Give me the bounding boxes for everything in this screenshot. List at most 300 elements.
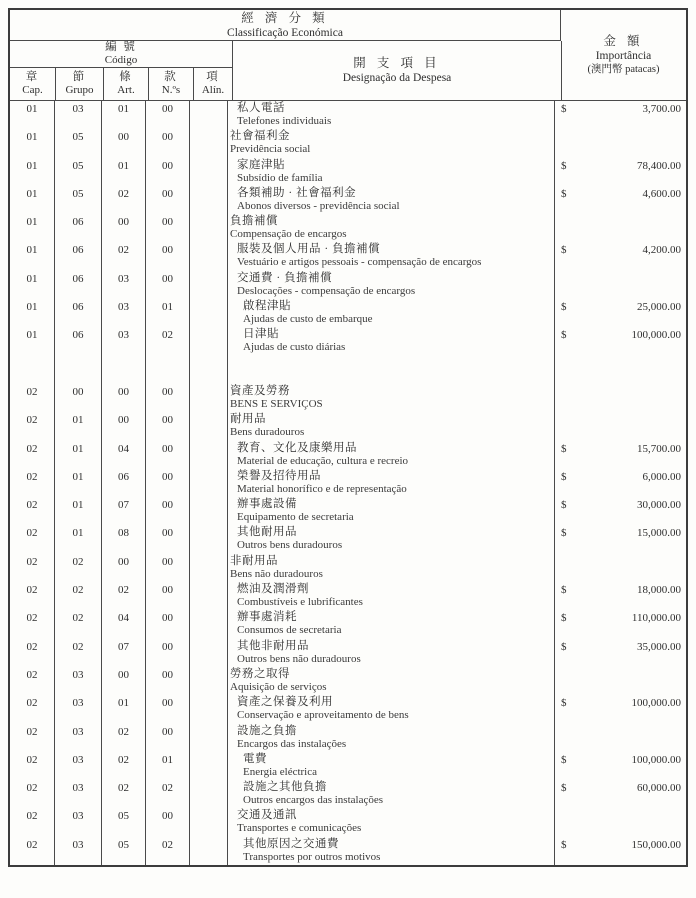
code-n-cell: 00 — [146, 610, 190, 638]
table-row — [10, 327, 686, 355]
code-n-cell: 00 — [146, 469, 190, 497]
designation-zh: 耐用品 — [230, 413, 266, 426]
code-alin-cell — [190, 327, 228, 355]
code-grupo-cell: 01 — [55, 412, 102, 440]
amount-cell — [555, 129, 686, 157]
currency-symbol: $ — [561, 301, 567, 314]
header-col-art — [104, 68, 149, 100]
header-code-pt: Código — [104, 54, 138, 66]
code-cap-cell: 01 — [10, 129, 55, 157]
amount-value: 15,700.00 — [637, 442, 681, 455]
designation-zh: 各類補助 · 社會福利金 — [237, 186, 357, 199]
table-row — [10, 497, 686, 525]
designation-cell — [228, 497, 555, 525]
designation-cell — [228, 242, 555, 270]
code-art-cell: 04 — [102, 610, 146, 638]
code-cap-cell: 02 — [10, 724, 55, 752]
header-title-pt: Classificação Económica — [227, 26, 343, 39]
code-cap-cell: 01 — [10, 214, 55, 242]
amount-cell — [555, 724, 686, 752]
code-grupo-cell: 02 — [55, 554, 102, 582]
code-n-cell: 01 — [146, 752, 190, 780]
header-col-alin — [194, 68, 232, 100]
designation-cell — [228, 667, 555, 695]
amount-value: 100,000.00 — [631, 697, 681, 710]
code-n-cell: 02 — [146, 837, 190, 865]
designation-pt: Conservação e aproveitamento de bens — [237, 709, 409, 722]
designation-cell — [228, 639, 555, 667]
designation-zh: 交通及通訊 — [237, 809, 297, 822]
amount-cell — [555, 299, 686, 327]
header-col-cap — [10, 68, 56, 100]
code-alin-cell — [190, 384, 228, 412]
code-cap-cell: 02 — [10, 639, 55, 667]
code-art-cell: 02 — [102, 242, 146, 270]
code-grupo-cell: 06 — [55, 327, 102, 355]
code-art-cell: 00 — [102, 412, 146, 440]
table-row — [10, 752, 686, 780]
designation-zh: 非耐用品 — [230, 554, 278, 567]
currency-symbol: $ — [561, 499, 567, 512]
code-alin-cell — [190, 271, 228, 299]
currency-symbol: $ — [561, 442, 567, 455]
amount-cell — [555, 441, 686, 469]
amount-cell — [555, 412, 686, 440]
code-alin-cell — [190, 582, 228, 610]
code-grupo-cell: 05 — [55, 129, 102, 157]
currency-symbol: $ — [561, 159, 567, 172]
amount-value: 60,000.00 — [637, 782, 681, 795]
table-row — [10, 554, 686, 582]
code-grupo-cell: 03 — [55, 667, 102, 695]
code-n-cell: 00 — [146, 554, 190, 582]
designation-pt: Compensação de encargos — [230, 228, 347, 241]
designation-zh: 其他原因之交通費 — [243, 837, 339, 850]
designation-pt: Transportes e comunicações — [237, 822, 362, 835]
designation-zh: 設施之其他負擔 — [243, 781, 327, 794]
header-col-art-zh: 條 — [119, 71, 133, 83]
currency-symbol: $ — [561, 244, 567, 257]
designation-cell — [228, 356, 555, 384]
designation-cell — [228, 554, 555, 582]
header-col-n-zh: 款 — [164, 71, 178, 83]
code-art-cell: 05 — [102, 808, 146, 836]
code-alin-cell — [190, 412, 228, 440]
code-art-cell: 03 — [102, 327, 146, 355]
amount-value: 18,000.00 — [637, 584, 681, 597]
header-col-grupo — [56, 68, 104, 100]
amount-value: 78,400.00 — [637, 159, 681, 172]
header-title-zh: 經 濟 分 類 — [241, 10, 329, 25]
table-row — [10, 780, 686, 808]
code-alin-cell — [190, 780, 228, 808]
code-art-cell: 01 — [102, 695, 146, 723]
code-n-cell: 00 — [146, 497, 190, 525]
code-alin-cell — [190, 129, 228, 157]
designation-zh: 辦事處消耗 — [237, 611, 297, 624]
table-row — [10, 384, 686, 412]
table-row — [10, 525, 686, 553]
designation-pt: Bens não duradouros — [230, 567, 323, 580]
code-grupo-cell: 03 — [55, 695, 102, 723]
code-n-cell: 00 — [146, 186, 190, 214]
amount-cell — [555, 271, 686, 299]
code-n-cell: 00 — [146, 242, 190, 270]
header-title-cell — [10, 10, 561, 41]
code-cap-cell: 02 — [10, 441, 55, 469]
code-art-cell: 02 — [102, 582, 146, 610]
currency-symbol: $ — [561, 697, 567, 710]
designation-pt: Telefones individuais — [237, 115, 332, 127]
currency-symbol: $ — [561, 753, 567, 766]
code-art-cell: 03 — [102, 299, 146, 327]
header-designation-zh: 開 支 項 目 — [353, 56, 441, 70]
table-body — [10, 101, 686, 865]
amount-cell — [555, 610, 686, 638]
code-cap-cell: 01 — [10, 101, 55, 129]
table-row — [10, 724, 686, 752]
amount-cell — [555, 214, 686, 242]
table-row — [10, 101, 686, 129]
amount-value: 110,000.00 — [631, 612, 681, 625]
code-art-cell: 07 — [102, 497, 146, 525]
code-cap-cell: 02 — [10, 554, 55, 582]
table-row — [10, 837, 686, 865]
designation-zh: 勞務之取得 — [230, 667, 290, 680]
code-n-cell: 02 — [146, 780, 190, 808]
code-grupo-cell: 03 — [55, 780, 102, 808]
designation-pt: Subsídio de família — [237, 171, 323, 184]
code-cap-cell: 01 — [10, 327, 55, 355]
designation-cell — [228, 158, 555, 186]
code-cap-cell — [10, 356, 55, 384]
currency-symbol: $ — [561, 838, 567, 851]
code-n-cell: 00 — [146, 214, 190, 242]
code-alin-cell — [190, 469, 228, 497]
code-alin-cell — [190, 667, 228, 695]
designation-cell — [228, 412, 555, 440]
designation-zh: 其他耐用品 — [237, 526, 297, 539]
code-grupo-cell: 02 — [55, 610, 102, 638]
code-grupo-cell: 03 — [55, 808, 102, 836]
code-cap-cell: 01 — [10, 299, 55, 327]
amount-cell — [555, 837, 686, 865]
code-grupo-cell: 01 — [55, 469, 102, 497]
amount-cell — [555, 497, 686, 525]
designation-cell — [228, 327, 555, 355]
header-code-label-cell — [10, 41, 232, 68]
amount-value: 4,200.00 — [642, 244, 681, 257]
code-grupo-cell: 06 — [55, 299, 102, 327]
designation-cell — [228, 837, 555, 865]
designation-pt: Material de educação, cultura e recreio — [237, 454, 409, 467]
designation-pt: Bens duradouros — [230, 426, 305, 439]
table-row — [10, 469, 686, 497]
amount-cell — [555, 384, 686, 412]
code-art-cell: 00 — [102, 554, 146, 582]
designation-cell — [228, 582, 555, 610]
amount-cell — [555, 752, 686, 780]
code-cap-cell: 02 — [10, 610, 55, 638]
amount-cell — [555, 695, 686, 723]
designation-zh: 電費 — [243, 752, 267, 765]
header-amount-cell — [561, 10, 686, 101]
header-amount-unit: (澳門幣 patacas) — [587, 63, 660, 75]
code-alin-cell — [190, 610, 228, 638]
designation-zh: 日津貼 — [243, 328, 279, 341]
code-art-cell: 05 — [102, 837, 146, 865]
code-alin-cell — [190, 299, 228, 327]
code-art-cell: 02 — [102, 780, 146, 808]
amount-cell — [555, 639, 686, 667]
code-n-cell: 01 — [146, 299, 190, 327]
spacer-row — [10, 356, 686, 384]
designation-cell — [228, 214, 555, 242]
designation-cell — [228, 469, 555, 497]
designation-pt: Combustíveis e lubrificantes — [237, 596, 363, 609]
code-cap-cell: 02 — [10, 582, 55, 610]
designation-cell — [228, 525, 555, 553]
code-art-cell: 00 — [102, 667, 146, 695]
table-row — [10, 271, 686, 299]
code-grupo-cell: 01 — [55, 441, 102, 469]
header-col-n-pt: N.ºs — [161, 84, 181, 96]
code-n-cell: 02 — [146, 327, 190, 355]
designation-zh: 負擔補償 — [230, 215, 278, 228]
code-alin-cell — [190, 837, 228, 865]
designation-cell — [228, 808, 555, 836]
code-alin-cell — [190, 752, 228, 780]
header-col-cap-pt: Cap. — [22, 84, 43, 96]
designation-pt: Consumos de secretaria — [237, 624, 342, 637]
designation-zh: 辦事處設備 — [237, 498, 297, 511]
code-cap-cell: 01 — [10, 158, 55, 186]
table-row — [10, 186, 686, 214]
code-n-cell — [146, 356, 190, 384]
designation-cell — [228, 299, 555, 327]
code-n-cell: 00 — [146, 384, 190, 412]
code-grupo-cell: 03 — [55, 837, 102, 865]
code-cap-cell: 02 — [10, 384, 55, 412]
currency-symbol: $ — [561, 782, 567, 795]
code-cap-cell: 01 — [10, 242, 55, 270]
designation-zh: 其他非耐用品 — [237, 639, 309, 652]
table-row — [10, 299, 686, 327]
amount-cell — [555, 242, 686, 270]
designation-cell — [228, 129, 555, 157]
header-col-alin-zh: 項 — [206, 71, 220, 83]
code-n-cell: 00 — [146, 525, 190, 553]
code-grupo-cell: 03 — [55, 752, 102, 780]
code-grupo-cell: 01 — [55, 525, 102, 553]
designation-pt: Deslocações - compensação de encargos — [237, 284, 416, 297]
designation-zh: 社會福利金 — [230, 130, 290, 143]
code-grupo-cell: 06 — [55, 271, 102, 299]
code-n-cell: 00 — [146, 271, 190, 299]
designation-cell — [228, 441, 555, 469]
amount-cell — [555, 186, 686, 214]
designation-pt: Equipamento de secretaria — [237, 511, 354, 524]
table-row — [10, 639, 686, 667]
amount-cell — [555, 356, 686, 384]
code-n-cell: 00 — [146, 724, 190, 752]
amount-cell — [555, 554, 686, 582]
code-alin-cell — [190, 242, 228, 270]
code-n-cell: 00 — [146, 667, 190, 695]
code-art-cell: 03 — [102, 271, 146, 299]
currency-symbol: $ — [561, 470, 567, 483]
code-grupo-cell: 05 — [55, 186, 102, 214]
code-n-cell: 00 — [146, 441, 190, 469]
header-col-art-pt: Art. — [117, 84, 135, 96]
table-row — [10, 158, 686, 186]
currency-symbol: $ — [561, 584, 567, 597]
designation-pt: Aquisição de serviços — [230, 680, 327, 693]
table-row — [10, 582, 686, 610]
designation-cell — [228, 384, 555, 412]
amount-value: 25,000.00 — [637, 301, 681, 314]
code-n-cell: 00 — [146, 639, 190, 667]
designation-cell — [228, 695, 555, 723]
code-cap-cell: 02 — [10, 837, 55, 865]
amount-cell — [555, 525, 686, 553]
code-alin-cell — [190, 724, 228, 752]
code-art-cell — [102, 356, 146, 384]
amount-cell — [555, 667, 686, 695]
designation-zh: 燃油及潤滑劑 — [237, 583, 309, 596]
amount-cell — [555, 469, 686, 497]
code-cap-cell: 02 — [10, 497, 55, 525]
code-alin-cell — [190, 356, 228, 384]
code-cap-cell: 01 — [10, 186, 55, 214]
amount-value: 4,600.00 — [642, 187, 681, 200]
header-col-n — [149, 68, 194, 100]
header-designation-cell — [233, 41, 562, 100]
designation-pt: Previdência social — [230, 143, 311, 156]
designation-zh: 資產及勞務 — [230, 384, 290, 397]
designation-cell — [228, 101, 555, 129]
designation-cell — [228, 752, 555, 780]
code-cap-cell: 02 — [10, 667, 55, 695]
currency-symbol: $ — [561, 527, 567, 540]
amount-value: 3,700.00 — [642, 103, 681, 115]
code-cap-cell: 02 — [10, 412, 55, 440]
amount-value: 35,000.00 — [637, 640, 681, 653]
designation-pt: Outros bens não duradouros — [237, 652, 361, 665]
header-col-cap-zh: 章 — [25, 71, 40, 83]
amount-value: 100,000.00 — [631, 329, 681, 342]
header-middle — [10, 41, 561, 101]
designation-cell — [228, 780, 555, 808]
table-header — [10, 10, 686, 101]
code-art-cell: 00 — [102, 384, 146, 412]
code-art-cell: 02 — [102, 186, 146, 214]
code-n-cell: 00 — [146, 158, 190, 186]
code-alin-cell — [190, 158, 228, 186]
code-cap-cell: 02 — [10, 469, 55, 497]
table-row — [10, 667, 686, 695]
currency-symbol: $ — [561, 612, 567, 625]
amount-cell — [555, 158, 686, 186]
currency-symbol: $ — [561, 640, 567, 653]
code-n-cell: 00 — [146, 412, 190, 440]
code-alin-cell — [190, 808, 228, 836]
designation-pt: Encargos das instalações — [237, 737, 347, 750]
code-cap-cell: 02 — [10, 780, 55, 808]
designation-zh: 交通費 · 負擔補償 — [237, 271, 333, 284]
code-grupo-cell: 02 — [55, 582, 102, 610]
designation-pt: Transportes por outros motivos — [243, 850, 381, 863]
code-alin-cell — [190, 525, 228, 553]
code-cap-cell: 02 — [10, 808, 55, 836]
currency-symbol: $ — [561, 329, 567, 342]
table-row — [10, 808, 686, 836]
table-row — [10, 695, 686, 723]
code-art-cell: 00 — [102, 129, 146, 157]
code-art-cell: 02 — [102, 724, 146, 752]
code-grupo-cell: 05 — [55, 158, 102, 186]
code-alin-cell — [190, 101, 228, 129]
amount-value: 150,000.00 — [631, 838, 681, 851]
header-col-grupo-zh: 節 — [72, 71, 87, 83]
code-art-cell: 07 — [102, 639, 146, 667]
code-cap-cell: 01 — [10, 271, 55, 299]
code-art-cell: 06 — [102, 469, 146, 497]
code-grupo-cell: 00 — [55, 384, 102, 412]
amount-cell — [555, 780, 686, 808]
code-cap-cell: 02 — [10, 752, 55, 780]
table-row — [10, 242, 686, 270]
code-n-cell: 00 — [146, 101, 190, 129]
amount-value: 100,000.00 — [631, 753, 681, 766]
designation-cell — [228, 271, 555, 299]
designation-zh: 資產之保養及利用 — [237, 696, 333, 709]
amount-cell — [555, 327, 686, 355]
designation-pt: Outros bens duradouros — [237, 539, 343, 552]
code-cap-cell: 02 — [10, 525, 55, 553]
amount-value: 6,000.00 — [642, 470, 681, 483]
code-alin-cell — [190, 695, 228, 723]
designation-pt: Outros encargos das instalações — [243, 794, 384, 807]
code-alin-cell — [190, 554, 228, 582]
designation-zh: 榮譽及招待用品 — [237, 469, 321, 482]
designation-pt: Ajudas de custo de embarque — [243, 313, 373, 326]
code-art-cell: 01 — [102, 101, 146, 129]
amount-value: 15,000.00 — [637, 527, 681, 540]
code-alin-cell — [190, 497, 228, 525]
code-alin-cell — [190, 639, 228, 667]
code-grupo-cell: 06 — [55, 214, 102, 242]
code-n-cell: 00 — [146, 129, 190, 157]
code-grupo-cell: 03 — [55, 724, 102, 752]
table-row — [10, 610, 686, 638]
code-alin-cell — [190, 441, 228, 469]
designation-pt: Ajudas de custo diárias — [243, 341, 346, 354]
designation-cell — [228, 610, 555, 638]
table-row — [10, 412, 686, 440]
table-row — [10, 214, 686, 242]
designation-zh: 服裝及個人用品 · 負擔補償 — [237, 243, 381, 256]
header-col-grupo-pt: Grupo — [65, 84, 94, 96]
code-art-cell: 01 — [102, 158, 146, 186]
code-art-cell: 08 — [102, 525, 146, 553]
designation-zh: 教育、文化及康樂用品 — [237, 441, 357, 454]
header-amount-zh: 金 額 — [603, 33, 644, 48]
currency-symbol: $ — [561, 103, 567, 115]
designation-zh: 設施之負擔 — [237, 724, 297, 737]
header-code-columns — [10, 68, 232, 100]
header-amount-pt: Importância — [595, 49, 652, 62]
